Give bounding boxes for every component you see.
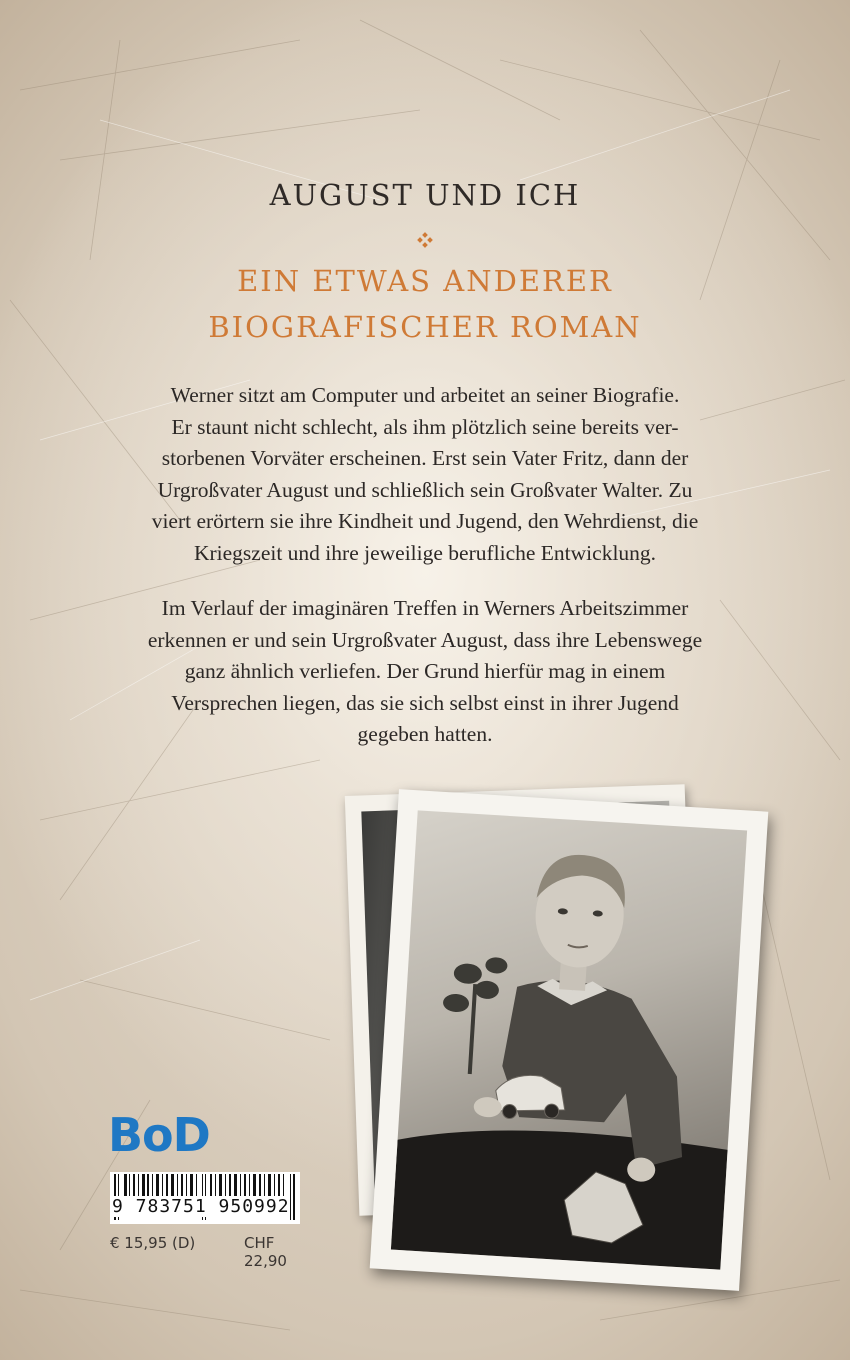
blurb-line: gegeben hatten.: [357, 722, 493, 746]
blurb-line: Kriegszeit und ihre jeweilige berufliche Entwicklung.: [193, 540, 657, 565]
blurb-line: Werner sitzt am Computer und arbeitet an seiner Biografie.: [170, 383, 680, 407]
blurb-paragraph-1: [100, 380, 750, 569]
blurb-line: erkennen er und sein Urgroßvater August, dass ihre Lebenswege: [147, 627, 703, 652]
blurb-paragraph-2: [100, 593, 750, 751]
price-chf: CHF 22,90: [244, 1234, 287, 1270]
subtitle-line-1: EIN ETWAS ANDERER: [237, 264, 613, 298]
blurb-line: Er staunt nicht schlecht, als ihm plötzlich seine bereits ver-: [171, 414, 679, 439]
blurb-line: Urgroßvater August und schließlich sein Großvater Walter. Zu: [157, 477, 693, 502]
boy-portrait-illustration: [391, 810, 747, 1269]
blurb-line: storbenen Vorväter erscheinen. Erst sein Vater Fritz, dann der: [161, 446, 689, 470]
isbn-number: [112, 1196, 298, 1217]
old-photo-front: [370, 789, 769, 1291]
boy-portrait-image: [391, 810, 747, 1269]
blurb-line: Im Verlauf der imaginären Treffen in Werners Arbeitszimmer: [161, 596, 689, 620]
price-eur: € 15,95 (D): [110, 1234, 196, 1252]
blurb-line: viert erörtern sie ihre Kindheit und Jugend, den Wehrdienst, die: [151, 509, 699, 533]
isbn-barcode: [110, 1172, 300, 1224]
blurb-line: ganz ähnlich verliefen. Der Grund hierfür mag in einem: [184, 659, 666, 683]
publisher-logo: BoD: [108, 1108, 210, 1162]
isbn-number-text: 9 783751 950992: [112, 1196, 290, 1217]
diamond-ornament-icon: [417, 232, 433, 248]
series-title: AUGUST UND ICH: [269, 178, 581, 212]
blurb-line: Versprechen liegen, das sie sich selbst einst in ihrer Jugend: [171, 690, 679, 715]
price-line: [110, 1234, 310, 1270]
subtitle-line-2: BIOGRAFISCHER ROMAN: [208, 310, 642, 344]
